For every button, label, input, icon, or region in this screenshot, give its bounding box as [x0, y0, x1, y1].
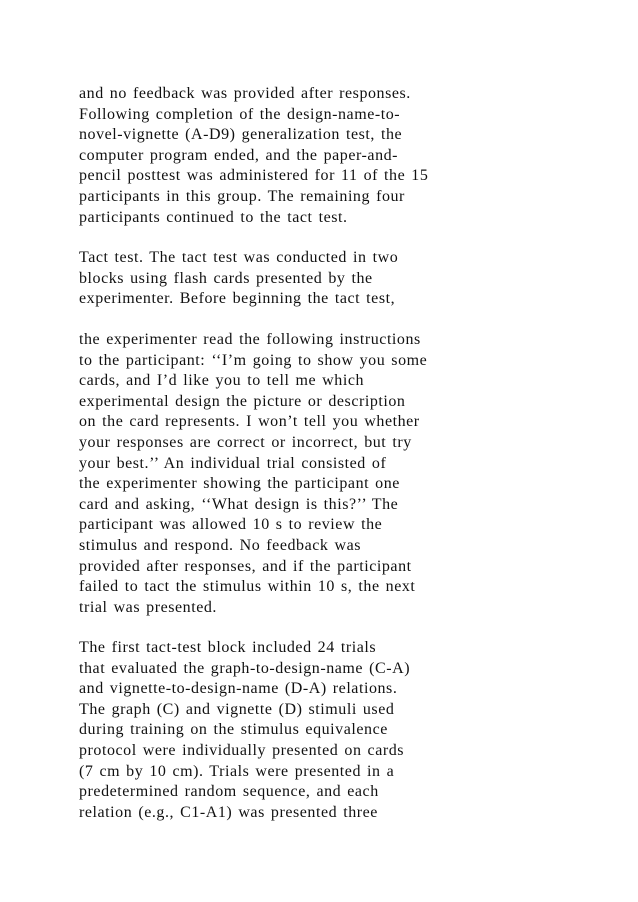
text-line: (7 cm by 10 cm). Trials were presented in a: [79, 762, 395, 780]
text-line: experimenter. Before beginning the tact test,: [79, 290, 396, 308]
text-line: predetermined random sequence, and each: [79, 783, 379, 801]
text-line: participant was allowed 10 s to review the: [79, 516, 383, 534]
paragraph-tact-test-intro: [79, 248, 398, 310]
text-line: participants in this group. The remaining four: [79, 187, 405, 205]
text-line: the experimenter showing the participant one: [79, 475, 400, 493]
text-line: stimulus and respond. No feedback was: [79, 536, 362, 554]
text-line: the experimenter read the following instructions: [79, 331, 421, 348]
text-line: your responses are correct or incorrect, but try: [79, 433, 412, 451]
paragraph-first-tact-block: [79, 638, 410, 823]
text-line: pencil posttest was administered for 11 of the 15: [79, 167, 429, 185]
text-line: cards, and I’d like you to tell me which: [79, 372, 365, 390]
text-line: protocol were individually presented on cards: [79, 741, 405, 759]
text-line: your best.’’ An individual trial consisted of: [79, 454, 387, 472]
text-line: blocks using flash cards presented by the: [79, 269, 373, 287]
text-line: relation (e.g., C1-A1) was presented three: [79, 803, 378, 821]
text-line: trial was presented.: [79, 598, 217, 616]
paragraph-procedure-end: [79, 84, 428, 228]
text-line: experimental design the picture or description: [79, 392, 406, 410]
text-line: on the card represents. I won’t tell you whether: [79, 413, 420, 431]
text-line: novel-vignette (A-D9) generalization test, the: [79, 126, 403, 144]
text-line: participants continued to the tact test.: [79, 208, 348, 226]
text-line: The graph (C) and vignette (D) stimuli used: [79, 700, 395, 718]
text-line: during training on the stimulus equivalence: [79, 721, 388, 739]
text-line: that evaluated the graph-to-design-name (C-A): [79, 659, 411, 677]
text-line: failed to tact the stimulus within 10 s, the next: [79, 578, 416, 596]
text-line: provided after responses, and if the participant: [79, 557, 412, 575]
text-line: computer program ended, and the paper-and-: [79, 146, 399, 164]
text-line: and vignette-to-design-name (D-A) relations.: [79, 680, 398, 698]
text-line: card and asking, ‘‘What design is this?’’ The: [79, 495, 399, 513]
text-line: Tact test. The tact test was conducted in two: [79, 249, 399, 266]
text-line: The first tact-test block included 24 trials: [79, 639, 377, 656]
text-line: and no feedback was provided after responses.: [79, 85, 411, 102]
text-line: to the participant: ‘‘I’m going to show you some: [79, 351, 428, 369]
text-line: Following completion of the design-name-to-: [79, 105, 401, 123]
paragraph-tact-instructions: [79, 330, 427, 618]
